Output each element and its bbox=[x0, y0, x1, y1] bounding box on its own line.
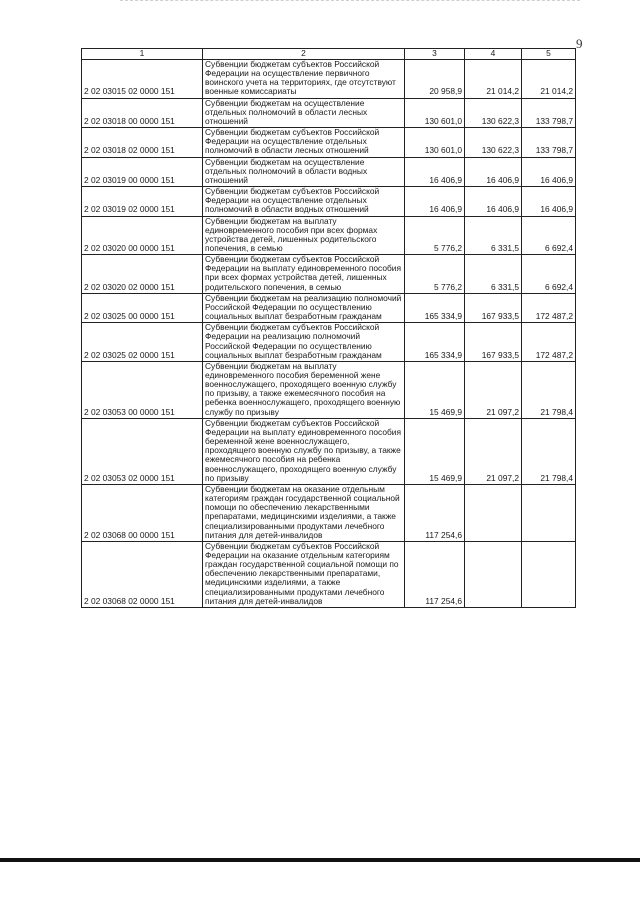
value-col3-cell: 20 958,9 bbox=[405, 60, 465, 99]
table-row bbox=[82, 98, 576, 127]
value-col3-cell: 5 776,2 bbox=[405, 216, 465, 255]
table-row bbox=[82, 418, 576, 484]
value-col3-cell: 130 601,0 bbox=[405, 98, 465, 127]
budget-code-cell: 2 02 03019 02 0000 151 bbox=[82, 187, 203, 216]
value-col4-cell: 130 622,3 bbox=[465, 98, 522, 127]
column-header: 4 bbox=[465, 49, 522, 60]
table-row bbox=[82, 60, 576, 99]
value-col5-cell: 21 798,4 bbox=[522, 361, 576, 418]
description-cell: Субвенции бюджетам субъектов Российской Федерации на выплату единовременного пособия беременной жене военнослужащего, проходящего военную службу по призыву, а также ежемесячного пособия на ребенка военнослужащего, проходящего военную службу по призыву bbox=[203, 418, 405, 484]
budget-code-cell: 2 02 03020 02 0000 151 bbox=[82, 255, 203, 294]
description-cell: Субвенции бюджетам субъектов Российской Федерации на осуществление отдельных полномочий в области водных отношений bbox=[203, 187, 405, 216]
description-cell: Субвенции бюджетам на осуществление отдельных полномочий в области лесных отношений bbox=[203, 98, 405, 127]
table-row bbox=[82, 293, 576, 322]
value-col3-cell: 117 254,6 bbox=[405, 484, 465, 541]
description-cell: Субвенции бюджетам на оказание отдельным категориям граждан государственной социальной помощи по обеспечению лекарственными препаратами, медицинскими изделиями, а также специализированными продуктами лечебного питания для детей-инвалидов bbox=[203, 484, 405, 541]
value-col4-cell bbox=[465, 484, 522, 541]
value-col5-cell: 6 692,4 bbox=[522, 216, 576, 255]
column-header: 3 bbox=[405, 49, 465, 60]
value-col5-cell bbox=[522, 484, 576, 541]
scan-artifact-marks bbox=[120, 0, 580, 7]
value-col5-cell: 172 487,2 bbox=[522, 293, 576, 322]
description-cell: Субвенции бюджетам субъектов Российской Федерации на осуществление первичного воинского учета на территориях, где отсутствуют военные комиссариаты bbox=[203, 60, 405, 99]
value-col4-cell: 21 097,2 bbox=[465, 361, 522, 418]
table-row bbox=[82, 128, 576, 157]
table-row bbox=[82, 255, 576, 294]
value-col5-cell: 21 798,4 bbox=[522, 418, 576, 484]
value-col5-cell bbox=[522, 541, 576, 607]
description-cell: Субвенции бюджетам субъектов Российской Федерации на осуществление отдельных полномочий в области лесных отношений bbox=[203, 128, 405, 157]
budget-code-cell: 2 02 03019 00 0000 151 bbox=[82, 157, 203, 186]
budget-code-cell: 2 02 03053 02 0000 151 bbox=[82, 418, 203, 484]
description-cell: Субвенции бюджетам на выплату единовременного пособия беременной жене военнослужащего, проходящего военную службу по призыву, а также ежемесячного пособия на ребенка военнослужащего, проходящего военную службу по призыву bbox=[203, 361, 405, 418]
description-cell: Субвенции бюджетам на выплату единовременного пособия при всех формах устройства детей, лишенных родительского попечения, в семью bbox=[203, 216, 405, 255]
budget-code-cell: 2 02 03018 02 0000 151 bbox=[82, 128, 203, 157]
value-col3-cell: 5 776,2 bbox=[405, 255, 465, 294]
value-col3-cell: 165 334,9 bbox=[405, 323, 465, 362]
value-col4-cell: 21 014,2 bbox=[465, 60, 522, 99]
budget-table bbox=[81, 48, 576, 608]
column-header: 5 bbox=[522, 49, 576, 60]
description-cell: Субвенции бюджетам на осуществление отдельных полномочий в области водных отношений bbox=[203, 157, 405, 186]
table-row bbox=[82, 541, 576, 607]
table-row bbox=[82, 361, 576, 418]
value-col3-cell: 165 334,9 bbox=[405, 293, 465, 322]
value-col5-cell: 133 798,7 bbox=[522, 128, 576, 157]
budget-code-cell: 2 02 03025 02 0000 151 bbox=[82, 323, 203, 362]
page-number: 9 bbox=[576, 36, 583, 51]
description-cell: Субвенции бюджетам субъектов Российской Федерации на оказание отдельным категориям граждан государственной социальной помощи по обеспечению лекарственными препаратами, медицинскими изделиями, а также специализированными продуктами лечебного питания для детей-инвалидов bbox=[203, 541, 405, 607]
value-col3-cell: 117 254,6 bbox=[405, 541, 465, 607]
value-col3-cell: 15 469,9 bbox=[405, 418, 465, 484]
value-col4-cell bbox=[465, 541, 522, 607]
value-col4-cell: 167 933,5 bbox=[465, 323, 522, 362]
value-col4-cell: 21 097,2 bbox=[465, 418, 522, 484]
budget-code-cell: 2 02 03068 02 0000 151 bbox=[82, 541, 203, 607]
description-cell: Субвенции бюджетам субъектов Российской Федерации на реализацию полномочий Российской Федерации по осуществлению социальных выплат безработным гражданам bbox=[203, 323, 405, 362]
table-row bbox=[82, 187, 576, 216]
table-row bbox=[82, 323, 576, 362]
budget-code-cell: 2 02 03018 00 0000 151 bbox=[82, 98, 203, 127]
description-cell: Субвенции бюджетам субъектов Российской Федерации на выплату единовременного пособия при всех формах устройства детей, лишенных родительского попечения, в семью bbox=[203, 255, 405, 294]
value-col5-cell: 172 487,2 bbox=[522, 323, 576, 362]
value-col5-cell: 133 798,7 bbox=[522, 98, 576, 127]
value-col5-cell: 16 406,9 bbox=[522, 187, 576, 216]
value-col4-cell: 6 331,5 bbox=[465, 255, 522, 294]
table-header-row bbox=[82, 49, 576, 60]
table-row bbox=[82, 216, 576, 255]
value-col5-cell: 21 014,2 bbox=[522, 60, 576, 99]
value-col4-cell: 16 406,9 bbox=[465, 157, 522, 186]
column-header: 1 bbox=[82, 49, 203, 60]
budget-code-cell: 2 02 03025 00 0000 151 bbox=[82, 293, 203, 322]
value-col4-cell: 167 933,5 bbox=[465, 293, 522, 322]
table-row bbox=[82, 157, 576, 186]
budget-code-cell: 2 02 03020 00 0000 151 bbox=[82, 216, 203, 255]
budget-code-cell: 2 02 03053 00 0000 151 bbox=[82, 361, 203, 418]
value-col3-cell: 16 406,9 bbox=[405, 187, 465, 216]
value-col3-cell: 15 469,9 bbox=[405, 361, 465, 418]
column-header: 2 bbox=[203, 49, 405, 60]
value-col3-cell: 16 406,9 bbox=[405, 157, 465, 186]
value-col5-cell: 16 406,9 bbox=[522, 157, 576, 186]
budget-code-cell: 2 02 03068 00 0000 151 bbox=[82, 484, 203, 541]
value-col3-cell: 130 601,0 bbox=[405, 128, 465, 157]
budget-code-cell: 2 02 03015 02 0000 151 bbox=[82, 60, 203, 99]
value-col4-cell: 130 622,3 bbox=[465, 128, 522, 157]
value-col4-cell: 6 331,5 bbox=[465, 216, 522, 255]
value-col4-cell: 16 406,9 bbox=[465, 187, 522, 216]
description-cell: Субвенции бюджетам на реализацию полномочий Российской Федерации по осуществлению социальных выплат безработным гражданам bbox=[203, 293, 405, 322]
value-col5-cell: 6 692,4 bbox=[522, 255, 576, 294]
bottom-divider bbox=[0, 858, 640, 862]
table-row bbox=[82, 484, 576, 541]
